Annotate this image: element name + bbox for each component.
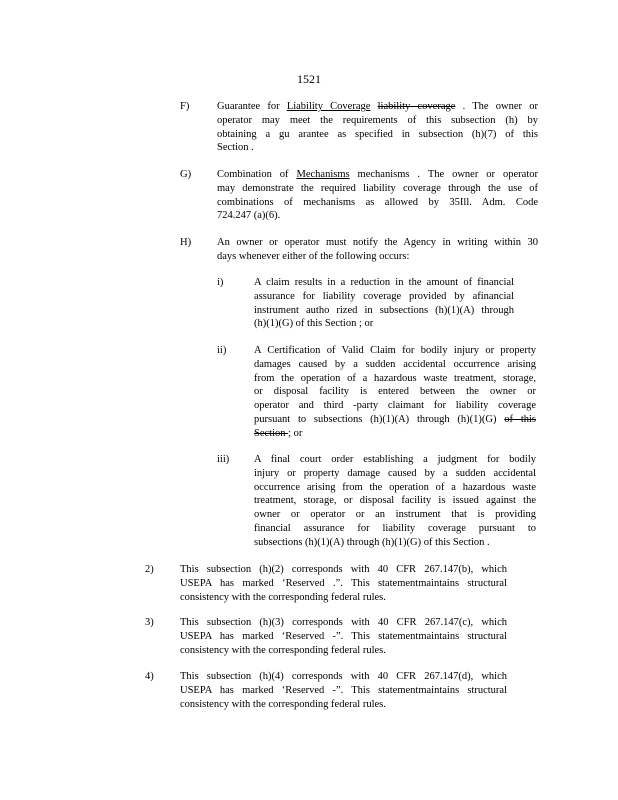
text-segment: USEPA has marked ‘Reserved -”. This statementmaintains structural — [180, 684, 507, 696]
text-line — [254, 385, 536, 399]
text-line — [217, 182, 538, 196]
text-line — [180, 577, 507, 591]
text-line — [254, 413, 536, 427]
text-segment: operator may meet the requirements of this subsection (h) by — [217, 114, 538, 126]
text-line — [180, 644, 507, 658]
text-line — [217, 236, 538, 250]
item-marker: i) — [217, 277, 224, 288]
text-line — [180, 630, 507, 644]
text-line — [180, 684, 507, 698]
text-line — [217, 114, 538, 128]
text-segment: owner or operator or an instrument that is providing — [254, 509, 536, 521]
item-text — [180, 563, 507, 604]
item-text — [217, 236, 538, 264]
text-segment: pursuant to subsections (h)(1)(A) through (h)(1)(G) — [254, 413, 505, 425]
text-line — [254, 427, 536, 441]
text-segment: This subsection (h)(3) corresponds with 40 CFR 267.147(c), which — [180, 617, 507, 628]
text-line — [254, 317, 514, 331]
text-line — [254, 453, 536, 467]
text-segment: Guarantee for — [217, 101, 287, 112]
text-line — [254, 358, 536, 372]
text-segment — [370, 101, 377, 112]
text-segment: consistency with the corresponding federal rules. — [180, 644, 386, 656]
deleted-text: Section — [254, 427, 289, 439]
text-segment: assurance for liability coverage provided by afinancial — [254, 290, 514, 302]
text-line — [180, 670, 507, 684]
text-segment: A Certification of Valid Claim for bodily injury or property — [254, 345, 536, 356]
item-text — [254, 276, 514, 331]
text-segment: A claim results in a reduction in the amount of financial — [254, 277, 514, 288]
item-text — [217, 168, 538, 223]
text-line — [180, 563, 507, 577]
item-marker: ii) — [217, 345, 227, 356]
text-segment: 724.247 (a)(6). — [217, 210, 281, 222]
text-segment: This subsection (h)(4) corresponds with 40 CFR 267.147(d), which — [180, 671, 507, 682]
text-segment: An owner or operator must notify the Agency in writing within 30 — [217, 237, 538, 248]
text-segment: financial assurance for liability coverage pursuant to — [254, 522, 536, 534]
text-segment: Section . — [217, 142, 254, 154]
text-segment: operator and third -party claimant for liability coverage — [254, 400, 536, 412]
text-segment: (h)(1)(G) of this Section ; or — [254, 318, 374, 330]
text-line — [180, 591, 507, 605]
text-segment: or disposal facility is entered between the owner or — [254, 386, 536, 398]
text-line — [254, 536, 536, 550]
text-segment: combinations of mechanisms as allowed by 35Ill. Adm. Code — [217, 196, 538, 208]
item-marker: 3) — [145, 617, 154, 628]
text-line — [254, 467, 536, 481]
text-line — [217, 141, 538, 155]
item-text — [180, 670, 507, 711]
text-line — [180, 698, 507, 712]
text-line — [217, 168, 538, 182]
page-number: 1521 — [297, 72, 321, 86]
text-segment: obtaining a gu arantee as specified in subsection (h)(7) of this — [217, 128, 538, 140]
text-line — [254, 508, 536, 522]
item-marker: 2) — [145, 564, 154, 575]
text-segment: may demonstrate the required liability coverage through the use of — [217, 182, 538, 194]
text-line — [180, 616, 507, 630]
text-segment: mechanisms . The owner or operator — [349, 169, 538, 180]
item-marker: G) — [180, 169, 192, 180]
text-line — [254, 522, 536, 536]
text-segment: days whenever either of the following occurs: — [217, 250, 410, 262]
text-segment: from the operation of a hazardous waste treatment, storage, — [254, 372, 536, 384]
item-marker: F) — [180, 101, 190, 112]
deleted-text: of this — [504, 413, 537, 425]
text-segment: This subsection (h)(2) corresponds with 40 CFR 267.147(b), which — [180, 564, 507, 575]
text-line — [217, 100, 538, 114]
text-line — [217, 209, 538, 223]
text-segment: instrument autho rized in subsections (h)(1)(A) through — [254, 304, 514, 316]
text-line — [217, 196, 538, 210]
item-marker: iii) — [217, 454, 230, 465]
text-segment: injury or property damage caused by a sudden accidental — [254, 467, 536, 479]
item-text — [254, 344, 536, 441]
item-text — [217, 100, 538, 155]
item-text — [180, 616, 507, 657]
text-segment: USEPA has marked ‘Reserved -”. This statementmaintains structural — [180, 630, 507, 642]
text-segment: damages caused by a sudden accidental occurrence arising — [254, 358, 536, 370]
text-segment: ; or — [288, 427, 303, 439]
text-segment: . The owner or — [455, 101, 538, 112]
item-text — [254, 453, 536, 550]
text-line — [254, 481, 536, 495]
text-line — [254, 304, 514, 318]
text-line — [254, 344, 536, 358]
text-line — [217, 250, 538, 264]
inserted-text: Mechanisms — [296, 169, 350, 180]
text-segment: treatment, storage, or disposal facility is issued against the — [254, 495, 536, 507]
text-segment: Combination of — [217, 169, 297, 180]
text-line — [254, 290, 514, 304]
text-segment: occurrence arising from the operation of a hazardous waste — [254, 481, 536, 493]
text-segment: consistency with the corresponding federal rules. — [180, 698, 386, 710]
deleted-text: liability coverage — [377, 101, 456, 112]
text-line — [254, 399, 536, 413]
inserted-text: Liability Coverage — [286, 101, 371, 112]
text-line — [217, 128, 538, 142]
text-segment: A final court order establishing a judgment for bodily — [254, 454, 536, 465]
text-line — [254, 494, 536, 508]
text-segment: subsections (h)(1)(A) through (h)(1)(G) of this Section . — [254, 536, 490, 548]
text-segment: USEPA has marked ‘Reserved .”. This statementmaintains structural — [180, 577, 507, 589]
item-marker: 4) — [145, 671, 154, 682]
text-line — [254, 372, 536, 386]
text-line — [254, 276, 514, 290]
text-segment: consistency with the corresponding federal rules. — [180, 591, 386, 603]
item-marker: H) — [180, 237, 192, 248]
